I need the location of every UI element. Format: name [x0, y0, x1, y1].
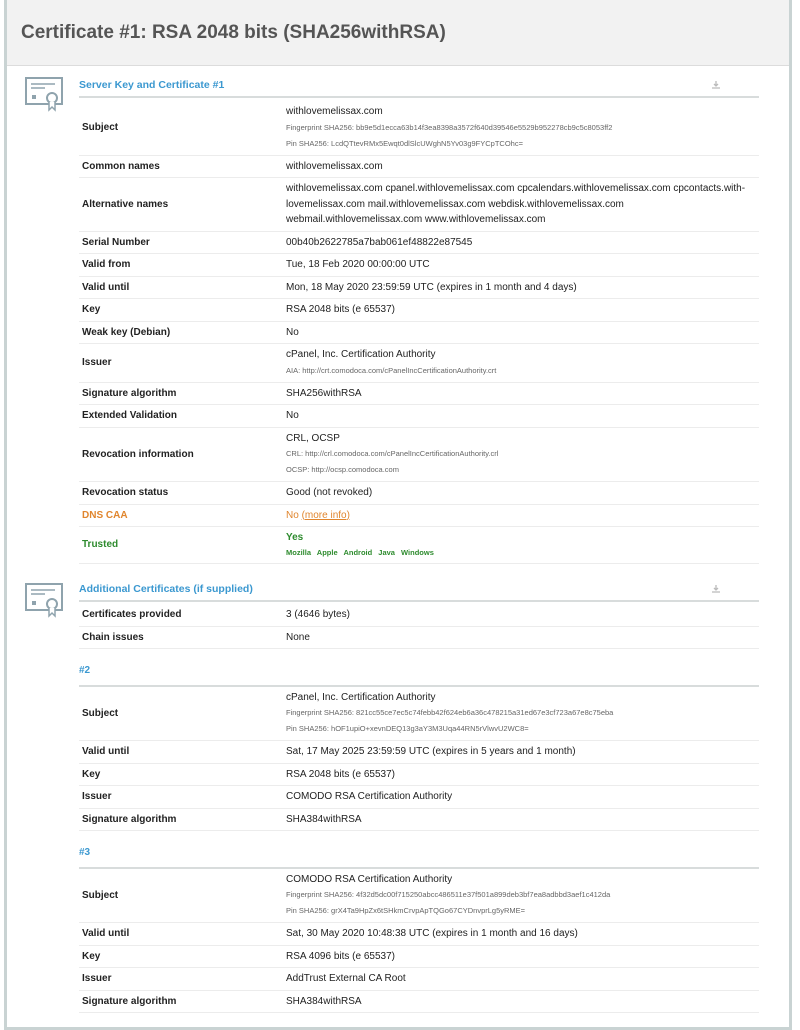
value-detail: AIA: http://crt.comodoca.com/cPanelIncCertificationAuthority.crt — [286, 365, 497, 375]
certificate-icon — [25, 582, 65, 622]
row-value — [286, 968, 759, 991]
table-row — [79, 741, 759, 764]
value-text: None — [286, 631, 310, 643]
row-label: Subject — [79, 686, 286, 741]
value-text: withlovemelissax.com cpanel.withlovemelissax.com cpcalendars.withlovemelissax.com cpcontacts.withlovemelissax.com mail.withlovemelissax.com webdisk.withlovemelissax.com webmail.withlovemelissax.com www.withlovemelissax.com — [286, 183, 746, 225]
row-label: Signature algorithm — [79, 990, 286, 1013]
value-detail: Fingerprint SHA256: bb9e5d1ecca63b14f3ea8398a3572f640d39546e5529b952278cb9c5c8053ff2 — [286, 122, 613, 132]
value-text: cPanel, Inc. Certification Authority — [286, 349, 436, 360]
row-label: Valid until — [79, 741, 286, 764]
value-text: SHA384withRSA — [286, 813, 362, 825]
table-row — [79, 868, 759, 923]
server-certificate-table — [79, 101, 759, 564]
value-text: CRL, OCSP — [286, 432, 340, 444]
value-text: No — [286, 326, 299, 338]
value-text: RSA 2048 bits (e 65537) — [286, 304, 395, 315]
row-label: Issuer — [79, 786, 286, 809]
table-row — [79, 405, 759, 428]
value-text: AddTrust External CA Root — [286, 973, 406, 984]
row-label: Valid until — [79, 923, 286, 946]
table-row — [79, 968, 759, 991]
row-label: Valid from — [79, 254, 286, 277]
table-row — [79, 299, 759, 322]
row-value — [286, 763, 759, 786]
certificate-header — [7, 0, 789, 66]
table-row — [79, 604, 759, 626]
certificate-icon — [25, 76, 65, 116]
row-label: Certificates provided — [79, 604, 286, 626]
value-text: SHA256withRSA — [286, 387, 362, 399]
value-detail: Pin SHA256: hOF1upiO+xevnDEQ13g3aY3M3Uqa44RN5rVlwvU2WC8= — [286, 724, 529, 733]
row-label: Alternative names — [79, 178, 286, 232]
row-label: Subject — [79, 101, 286, 155]
value-detail: Fingerprint SHA256: 4f32d5dc00f715250abcc486511e37f501a899deb3bf7ea8adbbd3aef1c412da — [286, 890, 611, 899]
table-row — [79, 626, 759, 649]
additional-certificates-table — [79, 604, 759, 1013]
row-value — [286, 990, 759, 1013]
section-title — [79, 580, 759, 602]
row-value — [286, 527, 759, 564]
table-row — [79, 231, 759, 254]
value-detail: Pin SHA256: grX4Ta9HpZx6tSHkmCrvpApTQGo67CYDnvprLg5yRME= — [286, 906, 526, 915]
value-text: Sat, 17 May 2025 23:59:59 UTC (expires in 5 years and 1 month) — [286, 746, 576, 757]
value-text: 00b40b2622785a7bab061ef48822e87545 — [286, 236, 473, 248]
row-label: DNS CAA — [79, 504, 286, 527]
row-value — [286, 178, 759, 232]
table-row — [79, 155, 759, 178]
chain-cert-heading — [79, 831, 759, 868]
value-text: withlovemelissax.com — [286, 106, 383, 117]
row-label: Common names — [79, 155, 286, 178]
row-label: Trusted — [79, 527, 286, 564]
row-value — [286, 254, 759, 277]
row-value — [286, 155, 759, 178]
value-text: COMODO RSA Certification Authority — [286, 873, 453, 885]
row-value — [286, 321, 759, 344]
row-value — [286, 344, 759, 383]
row-label: Key — [79, 299, 286, 322]
row-value — [286, 482, 759, 505]
value-text: Sat, 30 May 2020 10:48:38 UTC (expires in 1 month and 16 days) — [286, 928, 578, 939]
row-label: Signature algorithm — [79, 808, 286, 831]
row-label: Serial Number — [79, 231, 286, 254]
table-row — [79, 990, 759, 1013]
value-text: cPanel, Inc. Certification Authority — [286, 691, 436, 703]
row-label: Signature algorithm — [79, 382, 286, 405]
row-value — [286, 786, 759, 809]
value-text: No — [286, 509, 299, 521]
value-text: No — [286, 410, 299, 421]
value-text: Tue, 18 Feb 2020 00:00:00 UTC — [286, 259, 430, 270]
row-value — [286, 299, 759, 322]
more-info-link[interactable]: (more info) — [301, 509, 350, 521]
row-value — [286, 276, 759, 299]
table-row — [79, 382, 759, 405]
row-value — [286, 604, 759, 626]
row-value — [286, 945, 759, 968]
value-text: RSA 4096 bits (e 65537) — [286, 950, 395, 962]
table-row — [79, 923, 759, 946]
row-label: Revocation information — [79, 427, 286, 482]
value-text: SHA384withRSA — [286, 995, 362, 1007]
row-value — [286, 405, 759, 428]
value-text: RSA 2048 bits (e 65537) — [286, 768, 395, 780]
value-detail: Pin SHA256: LcdQTtevRMx5Ewqt0dlSlcUWghN5Yv03g9FYCpTCOhc= — [286, 138, 523, 148]
table-row — [79, 321, 759, 344]
row-value — [286, 923, 759, 946]
row-label: Key — [79, 763, 286, 786]
page-title: Certificate #1: RSA 2048 bits (SHA256withRSA) — [21, 21, 446, 43]
row-value — [286, 868, 759, 923]
chain-cert-number: #3 — [79, 831, 759, 868]
section-title-text: Server Key and Certificate #1 — [79, 79, 225, 91]
row-label: Extended Validation — [79, 405, 286, 428]
value-text: Good (not revoked) — [286, 487, 373, 498]
row-label: Issuer — [79, 344, 286, 383]
row-value — [286, 382, 759, 405]
value-text: COMODO RSA Certification Authority — [286, 791, 453, 802]
value-text: 3 (4646 bytes) — [286, 609, 350, 620]
table-row — [79, 178, 759, 232]
row-value — [286, 101, 759, 155]
chain-cert-heading — [79, 649, 759, 686]
table-row — [79, 482, 759, 505]
table-row — [79, 427, 759, 482]
row-label: Weak key (Debian) — [79, 321, 286, 344]
row-value — [286, 427, 759, 482]
certificate-panel — [4, 0, 792, 1030]
value-text: Mon, 18 May 2020 23:59:59 UTC (expires in 1 month and 4 days) — [286, 281, 577, 293]
value-text: withlovemelissax.com — [286, 160, 383, 172]
chain-cert-number: #2 — [79, 649, 759, 686]
section-title-text: Additional Certificates (if supplied) — [79, 583, 253, 595]
row-value — [286, 626, 759, 649]
trusted-platforms: Mozilla Apple Android Java Windows — [286, 547, 434, 557]
row-label: Issuer — [79, 968, 286, 991]
row-value — [286, 741, 759, 764]
row-value — [286, 808, 759, 831]
row-label: Chain issues — [79, 626, 286, 649]
table-row — [79, 686, 759, 741]
table-row — [79, 527, 759, 564]
row-label: Valid until — [79, 276, 286, 299]
value-detail: OCSP: http://ocsp.comodoca.com — [286, 465, 399, 474]
row-label: Subject — [79, 868, 286, 923]
value-detail: Fingerprint SHA256: 821cc55ce7ec5c74febb42f624eb6a36c478215a31ed67e3cf723a67e8c75eba — [286, 708, 614, 717]
table-row — [79, 276, 759, 299]
row-label: Key — [79, 945, 286, 968]
section-title — [79, 76, 759, 98]
download-icon[interactable] — [711, 584, 721, 594]
table-row — [79, 945, 759, 968]
table-row — [79, 344, 759, 383]
row-label: Revocation status — [79, 482, 286, 505]
row-value — [286, 231, 759, 254]
row-value — [286, 504, 759, 527]
table-row — [79, 808, 759, 831]
download-icon[interactable] — [711, 80, 721, 90]
table-row — [79, 763, 759, 786]
row-value — [286, 686, 759, 741]
table-row — [79, 254, 759, 277]
table-row — [79, 786, 759, 809]
table-row — [79, 504, 759, 527]
value-detail: CRL: http://crl.comodoca.com/cPanelIncCertificationAuthority.crl — [286, 449, 499, 458]
table-row — [79, 101, 759, 155]
value-text: Yes — [286, 532, 304, 543]
